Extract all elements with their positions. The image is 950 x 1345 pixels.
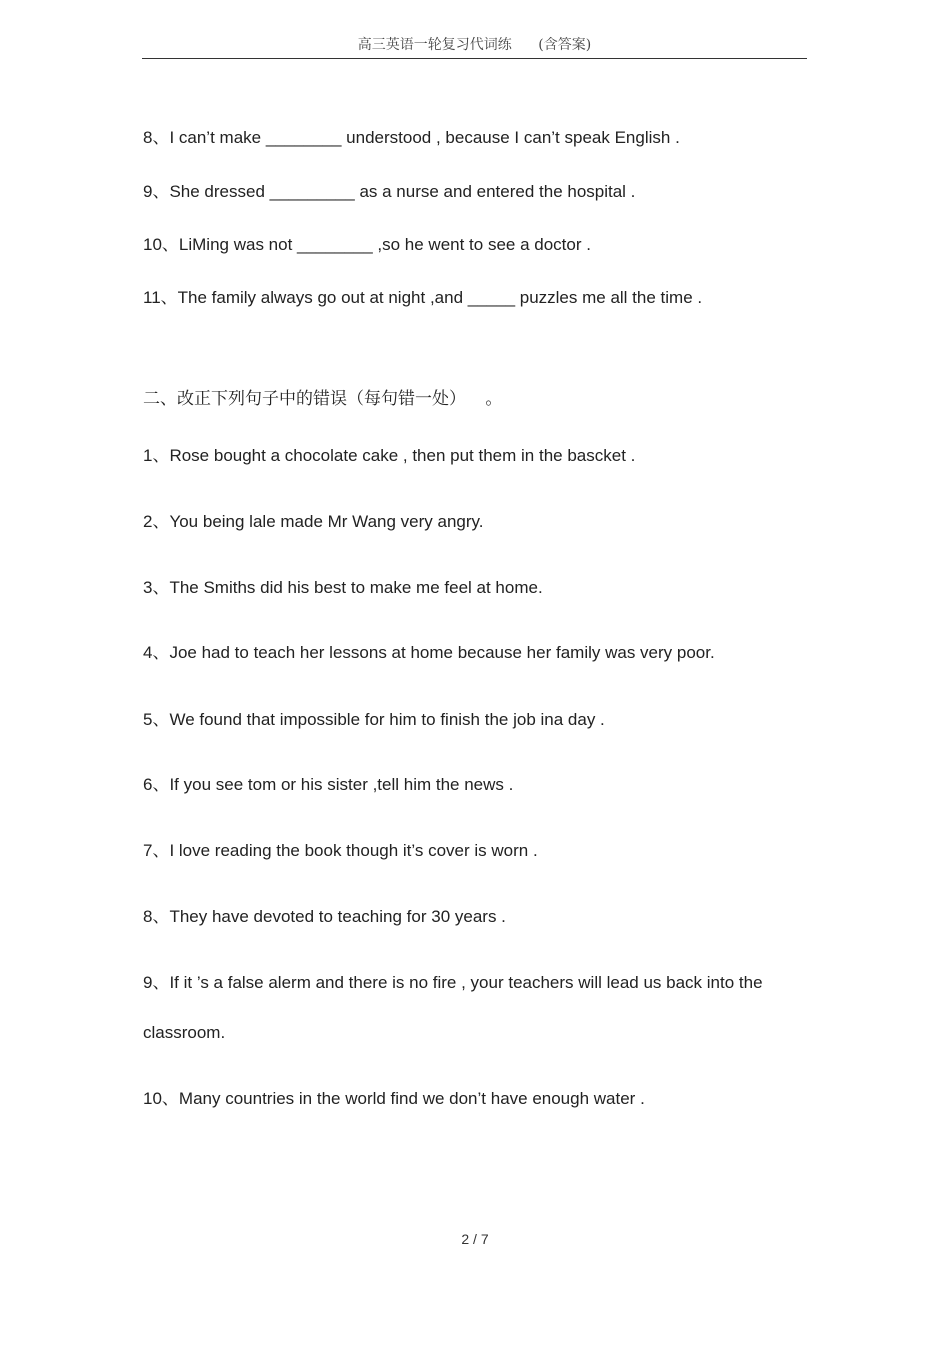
exercise-item-9: 9、She dressed _________ as a nurse and entered the hospital . bbox=[143, 182, 636, 201]
header-note: (含答案) bbox=[538, 37, 592, 53]
correction-item-8: 8、They have devoted to teaching for 30 years . bbox=[143, 907, 506, 926]
section-heading-end: 。 bbox=[485, 389, 503, 409]
correction-item-3: 3、The Smiths did his best to make me feel at home. bbox=[143, 578, 543, 597]
correction-item-9: 9、If it ’s a false alerm and there is no fire , your teachers will lead us back into the bbox=[143, 973, 763, 992]
correction-item-2: 2、You being lale made Mr Wang very angry. bbox=[143, 512, 484, 531]
correction-item-4: 4、Joe had to teach her lessons at home because her family was very poor. bbox=[143, 643, 715, 662]
page-header bbox=[142, 34, 807, 54]
page-number: 2 / 7 bbox=[461, 1231, 489, 1247]
correction-item-7: 7、I love reading the book though it’s cover is worn . bbox=[143, 841, 538, 860]
correction-item-1: 1、Rose bought a chocolate cake , then put them in the bascket . bbox=[143, 446, 636, 465]
header-title: 高三英语一轮复习代词练 bbox=[357, 37, 512, 53]
header-divider bbox=[142, 58, 807, 59]
correction-item-9-continued: classroom. bbox=[143, 1023, 226, 1042]
section-heading-text: 二、改正下列句子中的错误（每句错一处） bbox=[143, 389, 466, 409]
section-heading bbox=[143, 388, 502, 410]
exercise-item-8: 8、I can’t make ________ understood , because I can’t speak English . bbox=[143, 128, 680, 147]
correction-item-10: 10、Many countries in the world find we don’t have enough water . bbox=[143, 1089, 645, 1108]
correction-item-5: 5、We found that impossible for him to finish the job ina day . bbox=[143, 710, 605, 729]
exercise-item-11: 11、The family always go out at night ,and _____ puzzles me all the time . bbox=[143, 288, 703, 307]
correction-item-6: 6、If you see tom or his sister ,tell him the news . bbox=[143, 775, 514, 794]
exercise-item-10: 10、LiMing was not ________ ,so he went to see a doctor . bbox=[143, 235, 591, 254]
